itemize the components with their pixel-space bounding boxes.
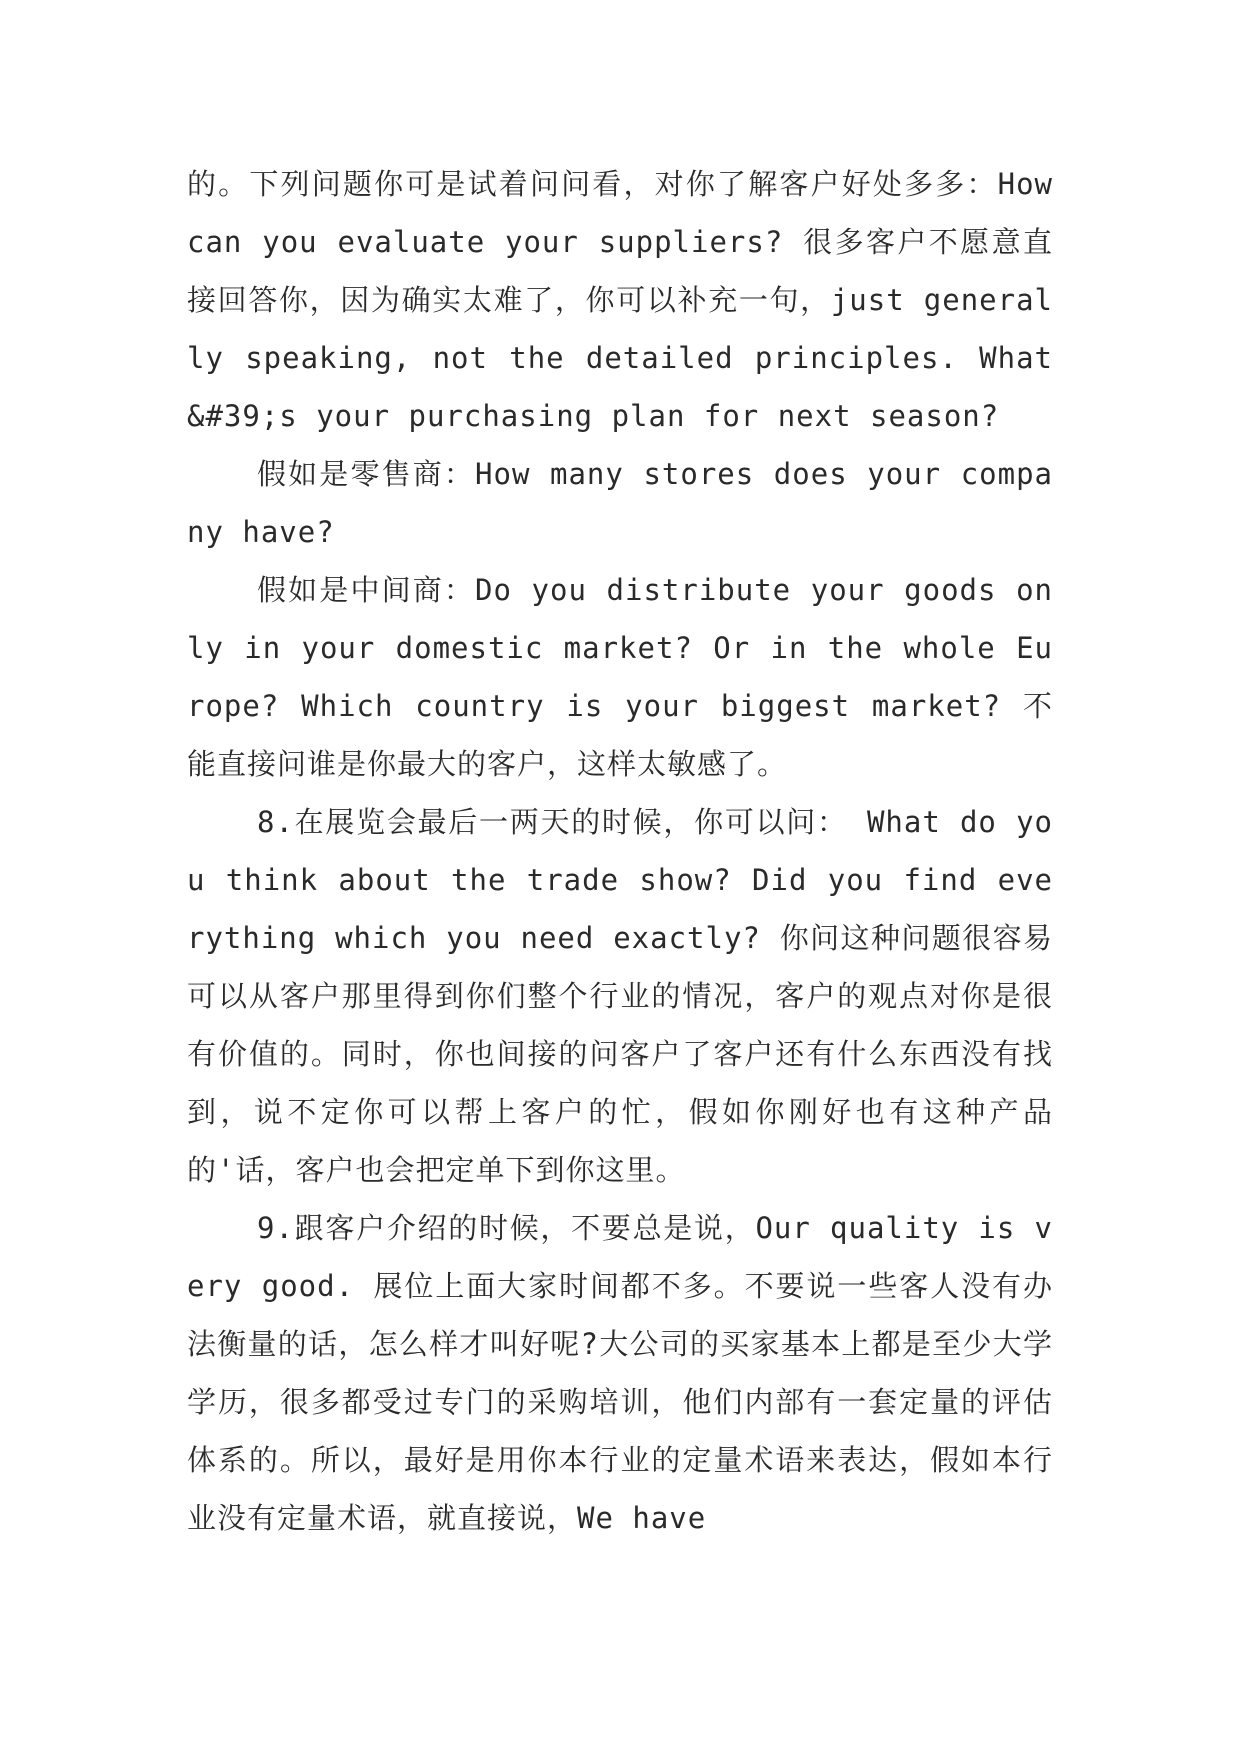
paragraph-item-9: 9.跟客户介绍的时候，不要总是说，Our quality is very good. 展位上面大家时间都不多。不要说一些客人没有办法衡量的话，怎么样才叫好呢?大公司的买家基本上都是至少大学学历，很多都受过专门的采购培训，他们内部有一套定量的评估体系的。所以，最好是用你本行业的定量术语来表达，假如本行业没有定量术语，就直接说，We have	[187, 1211, 1053, 1535]
document-body	[187, 155, 1053, 1547]
paragraph-retailer-question: 假如是零售商：How many stores does your company have?	[187, 457, 1053, 549]
paragraph-item-8: 8.在展览会最后一两天的时候，你可以问： What do you think about the trade show? Did you find everything which you need exactly? 你问这种问题很容易可以从客户那里得到你们整个行业的情况，客户的观点对你是很有价值的。同时，你也间接的问客户了客户还有什么东西没有找到，说不定你可以帮上客户的忙，假如你刚好也有这种产品的'话，客户也会把定单下到你这里。	[187, 805, 1053, 1187]
paragraph-distributor-question: 假如是中间商：Do you distribute your goods only in your domestic market? Or in the whole Europe? Which country is your biggest market? 不能直接问谁是你最大的客户，这样太敏感了。	[187, 573, 1053, 781]
paragraph-suppliers-questions: 的。下列问题你可是试着问问看，对你了解客户好处多多：How can you evaluate your suppliers? 很多客户不愿意直接回答你，因为确实太难了，你可以补充一句，just generally speaking, not the detailed principles. What&#39;s your purchasing plan for next season?	[187, 167, 1053, 433]
